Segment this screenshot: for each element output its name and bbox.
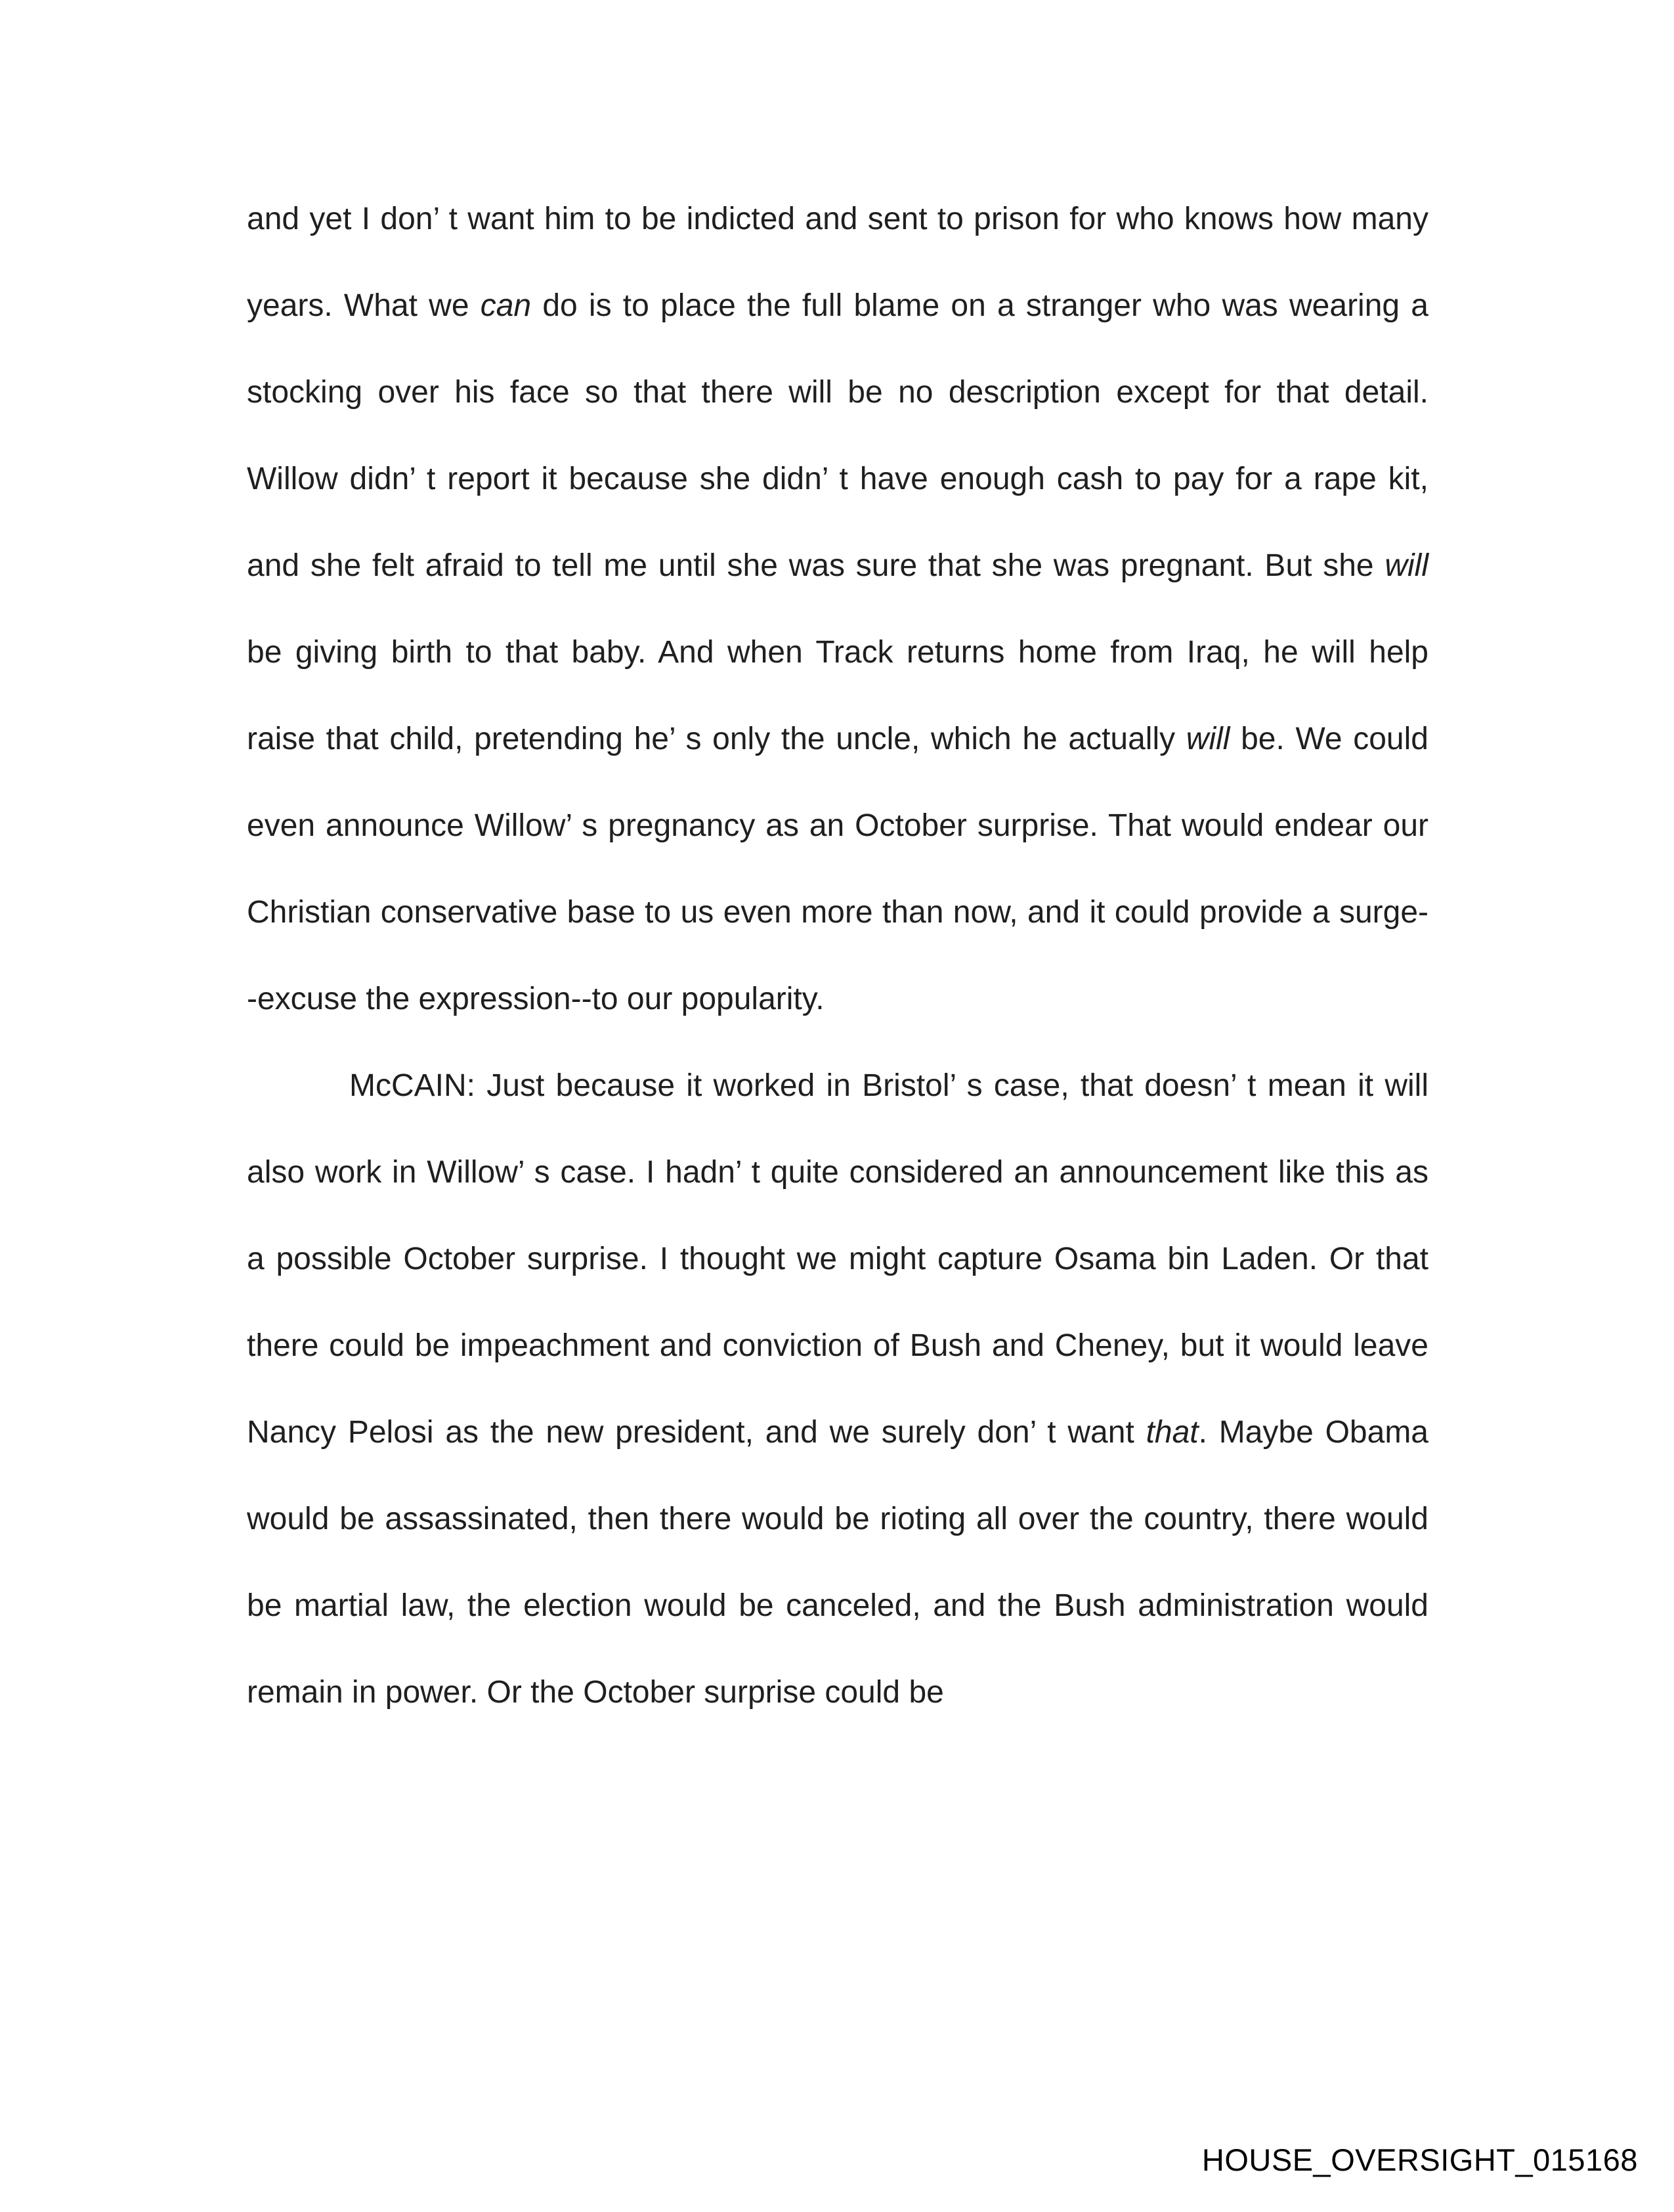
body-text: be. We could even announce Willow’ s pregnancy as an October surprise. That would endear our Christian conservative base to us even more than now, and it could provide a surge--excuse the expression--to our popularity. [247, 722, 1428, 1016]
body-text: . Maybe Obama would be assassinated, then there would be rioting all over the country, there would be martial law, the election would be canceled, and the Bush administration would remain in power. Or the October surprise could be [247, 1415, 1429, 1710]
bates-stamp: HOUSE_OVERSIGHT_015168 [1201, 2142, 1638, 2177]
body-text: be giving birth to that baby. And when Track returns home from Iraq, he will help raise that child, pretending he’ s only the uncle, which he actually [247, 635, 1428, 756]
italic-text: that [1146, 1415, 1199, 1450]
paragraph [247, 1043, 1428, 1736]
body-text: McCAIN: Just because it worked in Bristol’ s case, that doesn’ t mean it will also work in Willow’ s case. I hadn’ t quite considered an announcement like this as a possible October surprise. I thought we might capture Osama bin Laden. Or that there could be impeachment and conviction of Bush and Cheney, but it would leave Nancy Pelosi as the new president, and we surely don’ t want [247, 1068, 1428, 1450]
body-text: and yet I don’ t want him to be indicted and sent to prison for who knows how many years. What we [247, 202, 1428, 323]
document-body [247, 176, 1428, 1736]
italic-text: will [1186, 722, 1230, 756]
body-text: do is to place the full blame on a stranger who was wearing a stocking over his face so that there will be no description except for that detail. Willow didn’ t report it because she didn’ t have enough cash to pay for a rape kit, and she felt afraid to tell me until she was sure that she was pregnant. But she [247, 288, 1429, 583]
italic-text: can [480, 288, 532, 323]
paragraph [247, 176, 1428, 1043]
italic-text: will [1384, 548, 1428, 583]
